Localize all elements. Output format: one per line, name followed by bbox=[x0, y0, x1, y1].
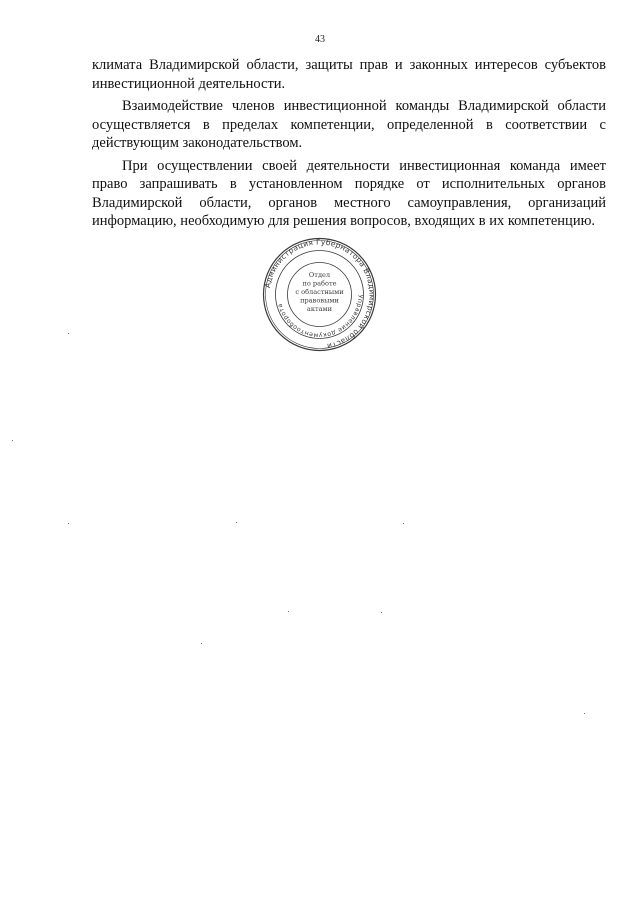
scan-speck bbox=[236, 522, 237, 523]
scan-speck bbox=[584, 713, 585, 714]
stamp-center-line-2: по работе bbox=[302, 279, 337, 288]
stamp-center-line-3: с областными bbox=[295, 288, 344, 296]
stamp-center-line-1: Отдел bbox=[308, 271, 331, 279]
paragraph-2: Взаимодействие членов инвестиционной команды Владимирской области осуществляется в пределах компетенции, определенной в соответствии с действующим законодательством. bbox=[92, 98, 606, 151]
scan-speck bbox=[288, 611, 289, 612]
paragraph-3: При осуществлении своей деятельности инвестиционная команда имеет право запрашивать в установленном порядке от исполнительных органов Владимирской области, органов местного самоуправления, организаций информацию, необходимую для решения вопросов, входящих в их компетенцию. bbox=[92, 157, 606, 229]
scan-speck bbox=[381, 612, 382, 613]
official-seal-stamp bbox=[262, 237, 377, 352]
document-body bbox=[92, 56, 606, 231]
scan-speck bbox=[403, 523, 404, 524]
paragraph-1: климата Владимирской области, защиты прав и законных интересов субъектов инвестиционной деятельности. bbox=[92, 57, 606, 92]
scan-speck bbox=[201, 643, 202, 644]
stamp-inner-textpath: Управление документооборота bbox=[276, 294, 364, 339]
stamp-outer-textpath: Администрация Губернатора Владимирской области bbox=[262, 237, 377, 351]
scan-speck bbox=[68, 523, 69, 524]
page-number: 43 bbox=[315, 34, 325, 45]
stamp-center-line-5: актами bbox=[306, 305, 333, 313]
scan-speck bbox=[68, 333, 69, 334]
scan-speck bbox=[12, 440, 13, 441]
stamp-center-line-4: правовыми bbox=[300, 296, 339, 305]
